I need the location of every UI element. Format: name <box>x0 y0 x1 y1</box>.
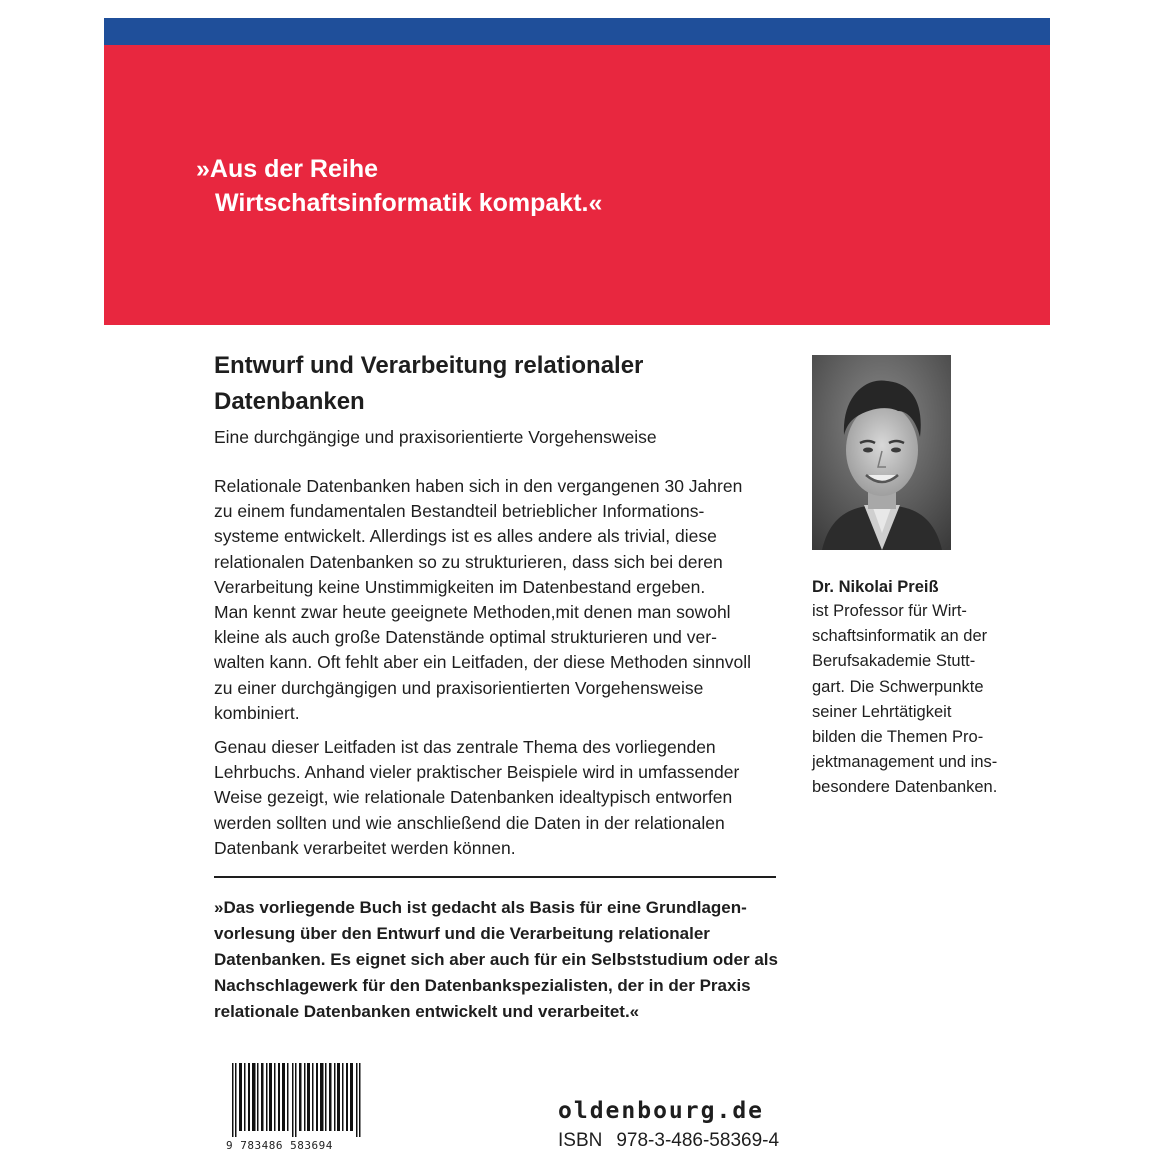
text-line: Genau dieser Leitfaden ist das zentrale Thema des vorliegenden <box>214 737 716 757</box>
text-line: Verarbeitung keine Unstimmigkeiten im Datenbestand ergeben. <box>214 576 706 597</box>
quote-line: Nachschlagewerk für den Datenbankspezialisten, der in der Praxis <box>214 976 751 995</box>
pull-quote <box>214 895 794 1025</box>
text-line: Lehrbuchs. Anhand vieler praktischer Beispiele wird in umfassender <box>214 762 740 783</box>
text-line: walten kann. Oft fehlt aber ein Leitfaden, der diese Methoden sinnvoll <box>214 652 752 673</box>
bio-line: ist Professor für Wirt- <box>812 602 967 620</box>
text-line: Datenbank verarbeitet werden können. <box>214 837 516 858</box>
bio-line: Berufsakademie Stutt- <box>812 652 976 671</box>
series-title <box>196 152 602 220</box>
author-portrait-image <box>812 355 951 550</box>
series-line-2: Wirtschaftsinformatik kompakt.« <box>215 189 603 217</box>
text-line: relationalen Datenbanken so zu strukturieren, dass sich bei deren <box>214 551 723 572</box>
quote-line: Datenbanken. Es eignet sich aber auch für ein Selbststudium oder als <box>214 950 778 969</box>
author-photo <box>812 355 951 550</box>
description-paragraph-1 <box>214 474 794 726</box>
text-line: Relationale Datenbanken haben sich in den vergangenen 30 Jahren <box>214 476 743 496</box>
quote-line: vorlesung über den Entwurf und die Verarbeitung relationaler <box>214 924 710 943</box>
bio-line: bilden die Themen Pro- <box>812 728 984 747</box>
quote-line: »Das vorliegende Buch ist gedacht als Basis für eine Grundlagen- <box>214 898 747 917</box>
divider-rule <box>214 876 776 878</box>
text-line: Man kennt zwar heute geeignete Methoden,mit denen man sowohl <box>214 602 731 623</box>
top-blue-stripe <box>104 18 1050 45</box>
isbn <box>558 1130 779 1152</box>
barcode <box>226 1063 366 1153</box>
bio-line: gart. Die Schwerpunkte <box>812 677 984 696</box>
isbn-label: ISBN <box>558 1130 603 1151</box>
author-bio <box>812 599 1042 801</box>
text-line: kleine als auch große Datenstände optimal strukturieren und ver- <box>214 627 717 648</box>
description-paragraph-2 <box>214 735 794 861</box>
text-line: kombiniert. <box>214 702 300 723</box>
isbn-number: 978-3-486-58369-4 <box>616 1130 780 1151</box>
text-line: zu einem fundamentalen Bestandteil betrieblicher Informations- <box>214 501 705 522</box>
book-title: Entwurf und Verarbeitung relationaler Datenbanken <box>214 352 644 415</box>
text-line: Weise gezeigt, wie relationale Datenbanken idealtypisch entworfen <box>214 787 733 808</box>
barcode-digits: 9 783486 583694 <box>226 1139 333 1152</box>
series-line-1: »Aus der Reihe <box>196 155 379 183</box>
text-line: systeme entwickelt. Allerdings ist es alles andere als trivial, diese <box>214 526 717 547</box>
author-name: Dr. Nikolai Preiß <box>812 578 939 596</box>
bio-line: jektmanagement und ins- <box>812 753 998 772</box>
bio-line: seiner Lehrtätigkeit <box>812 702 952 721</box>
text-line: zu einer durchgängigen und praxisorientierten Vorgehensweise <box>214 677 704 698</box>
bio-line: schaftsinformatik an der <box>812 627 988 646</box>
text-line: werden sollten und wie anschließend die Daten in der relationalen <box>214 812 725 833</box>
book-subtitle: Eine durchgängige und praxisorientierte Vorgehensweise <box>214 427 657 447</box>
publisher-website: oldenbourg.de <box>558 1098 765 1124</box>
bio-line: besondere Datenbanken. <box>812 778 998 797</box>
quote-line: relationale Datenbanken entwickelt und verarbeitet.« <box>214 1002 640 1021</box>
barcode-bars <box>226 1063 366 1137</box>
